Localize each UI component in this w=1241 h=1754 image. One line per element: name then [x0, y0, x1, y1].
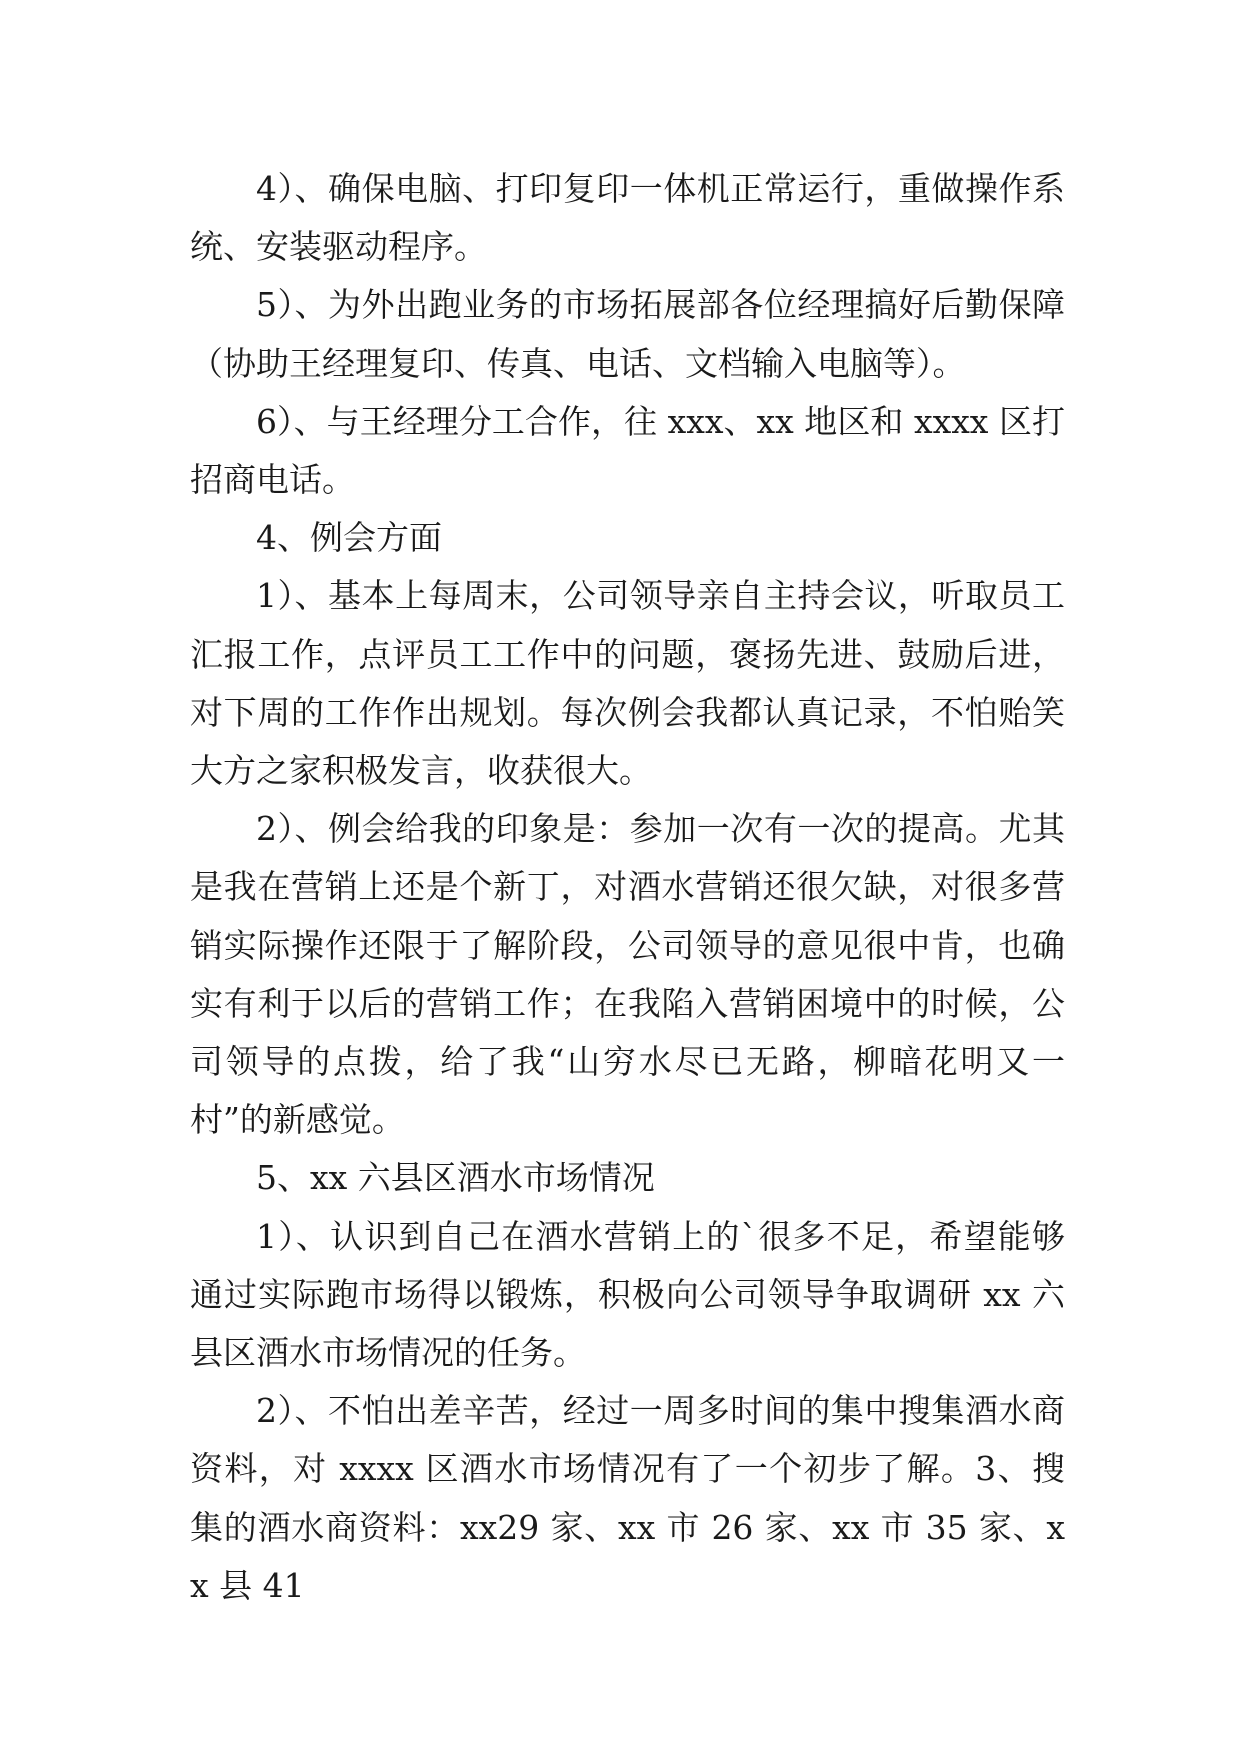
paragraph-meetings-2: 2）、例会给我的印象是：参加一次有一次的提高。尤其是我在营销上还是个新丁，对酒水营销还很欠缺，对很多营销实际操作还限于了解阶段，公司领导的意见很中肯，也确实有利于以后的营销工作；在我陷入营销困境中的时候，公司领导的点拨，给了我“山穷水尽已无路，柳暗花明又一村”的新感觉。 [190, 809, 1065, 1140]
paragraph-market-2: 2）、不怕出差辛苦，经过一周多时间的集中搜集酒水商资料，对 xxxx 区酒水市场情况有了一个初步了解。3、搜集的酒水商资料：xx29 家、xx 市 26 家、xx 市 35 家、xx 县 41 [190, 1391, 1065, 1605]
paragraph-item-5-logistics: 5）、为外出跑业务的市场拓展部各位经理搞好后勤保障（协助王经理复印、传真、电话、文档输入电脑等）。 [190, 285, 1065, 383]
paragraph-item-6-phone-calls: 6）、与王经理分工合作，往 xxx、xx 地区和 xxxx 区打招商电话。 [190, 401, 1065, 500]
section-heading-market: 5、xx 六县区酒水市场情况 [256, 1158, 655, 1198]
paragraph-meetings-1: 1）、基本上每周末，公司领导亲自主持会议，听取员工汇报工作，点评员工工作中的问题，褒扬先进、鼓励后进，对下周的工作作出规划。每次例会我都认真记录，不怕贻笑大方之家积极发言，收获很大。 [190, 576, 1065, 791]
section-heading-meetings: 4、例会方面 [256, 518, 442, 558]
paragraph-item-4-computer: 4）、确保电脑、打印复印一体机正常运行，重做操作系统、安装驱动程序。 [190, 169, 1065, 267]
paragraph-market-1: 1）、认识到自己在酒水营销上的`很多不足，希望能够通过实际跑市场得以锻炼，积极向公司领导争取调研 xx 六县区酒水市场情况的任务。 [190, 1216, 1065, 1373]
document-body [190, 160, 1065, 1615]
